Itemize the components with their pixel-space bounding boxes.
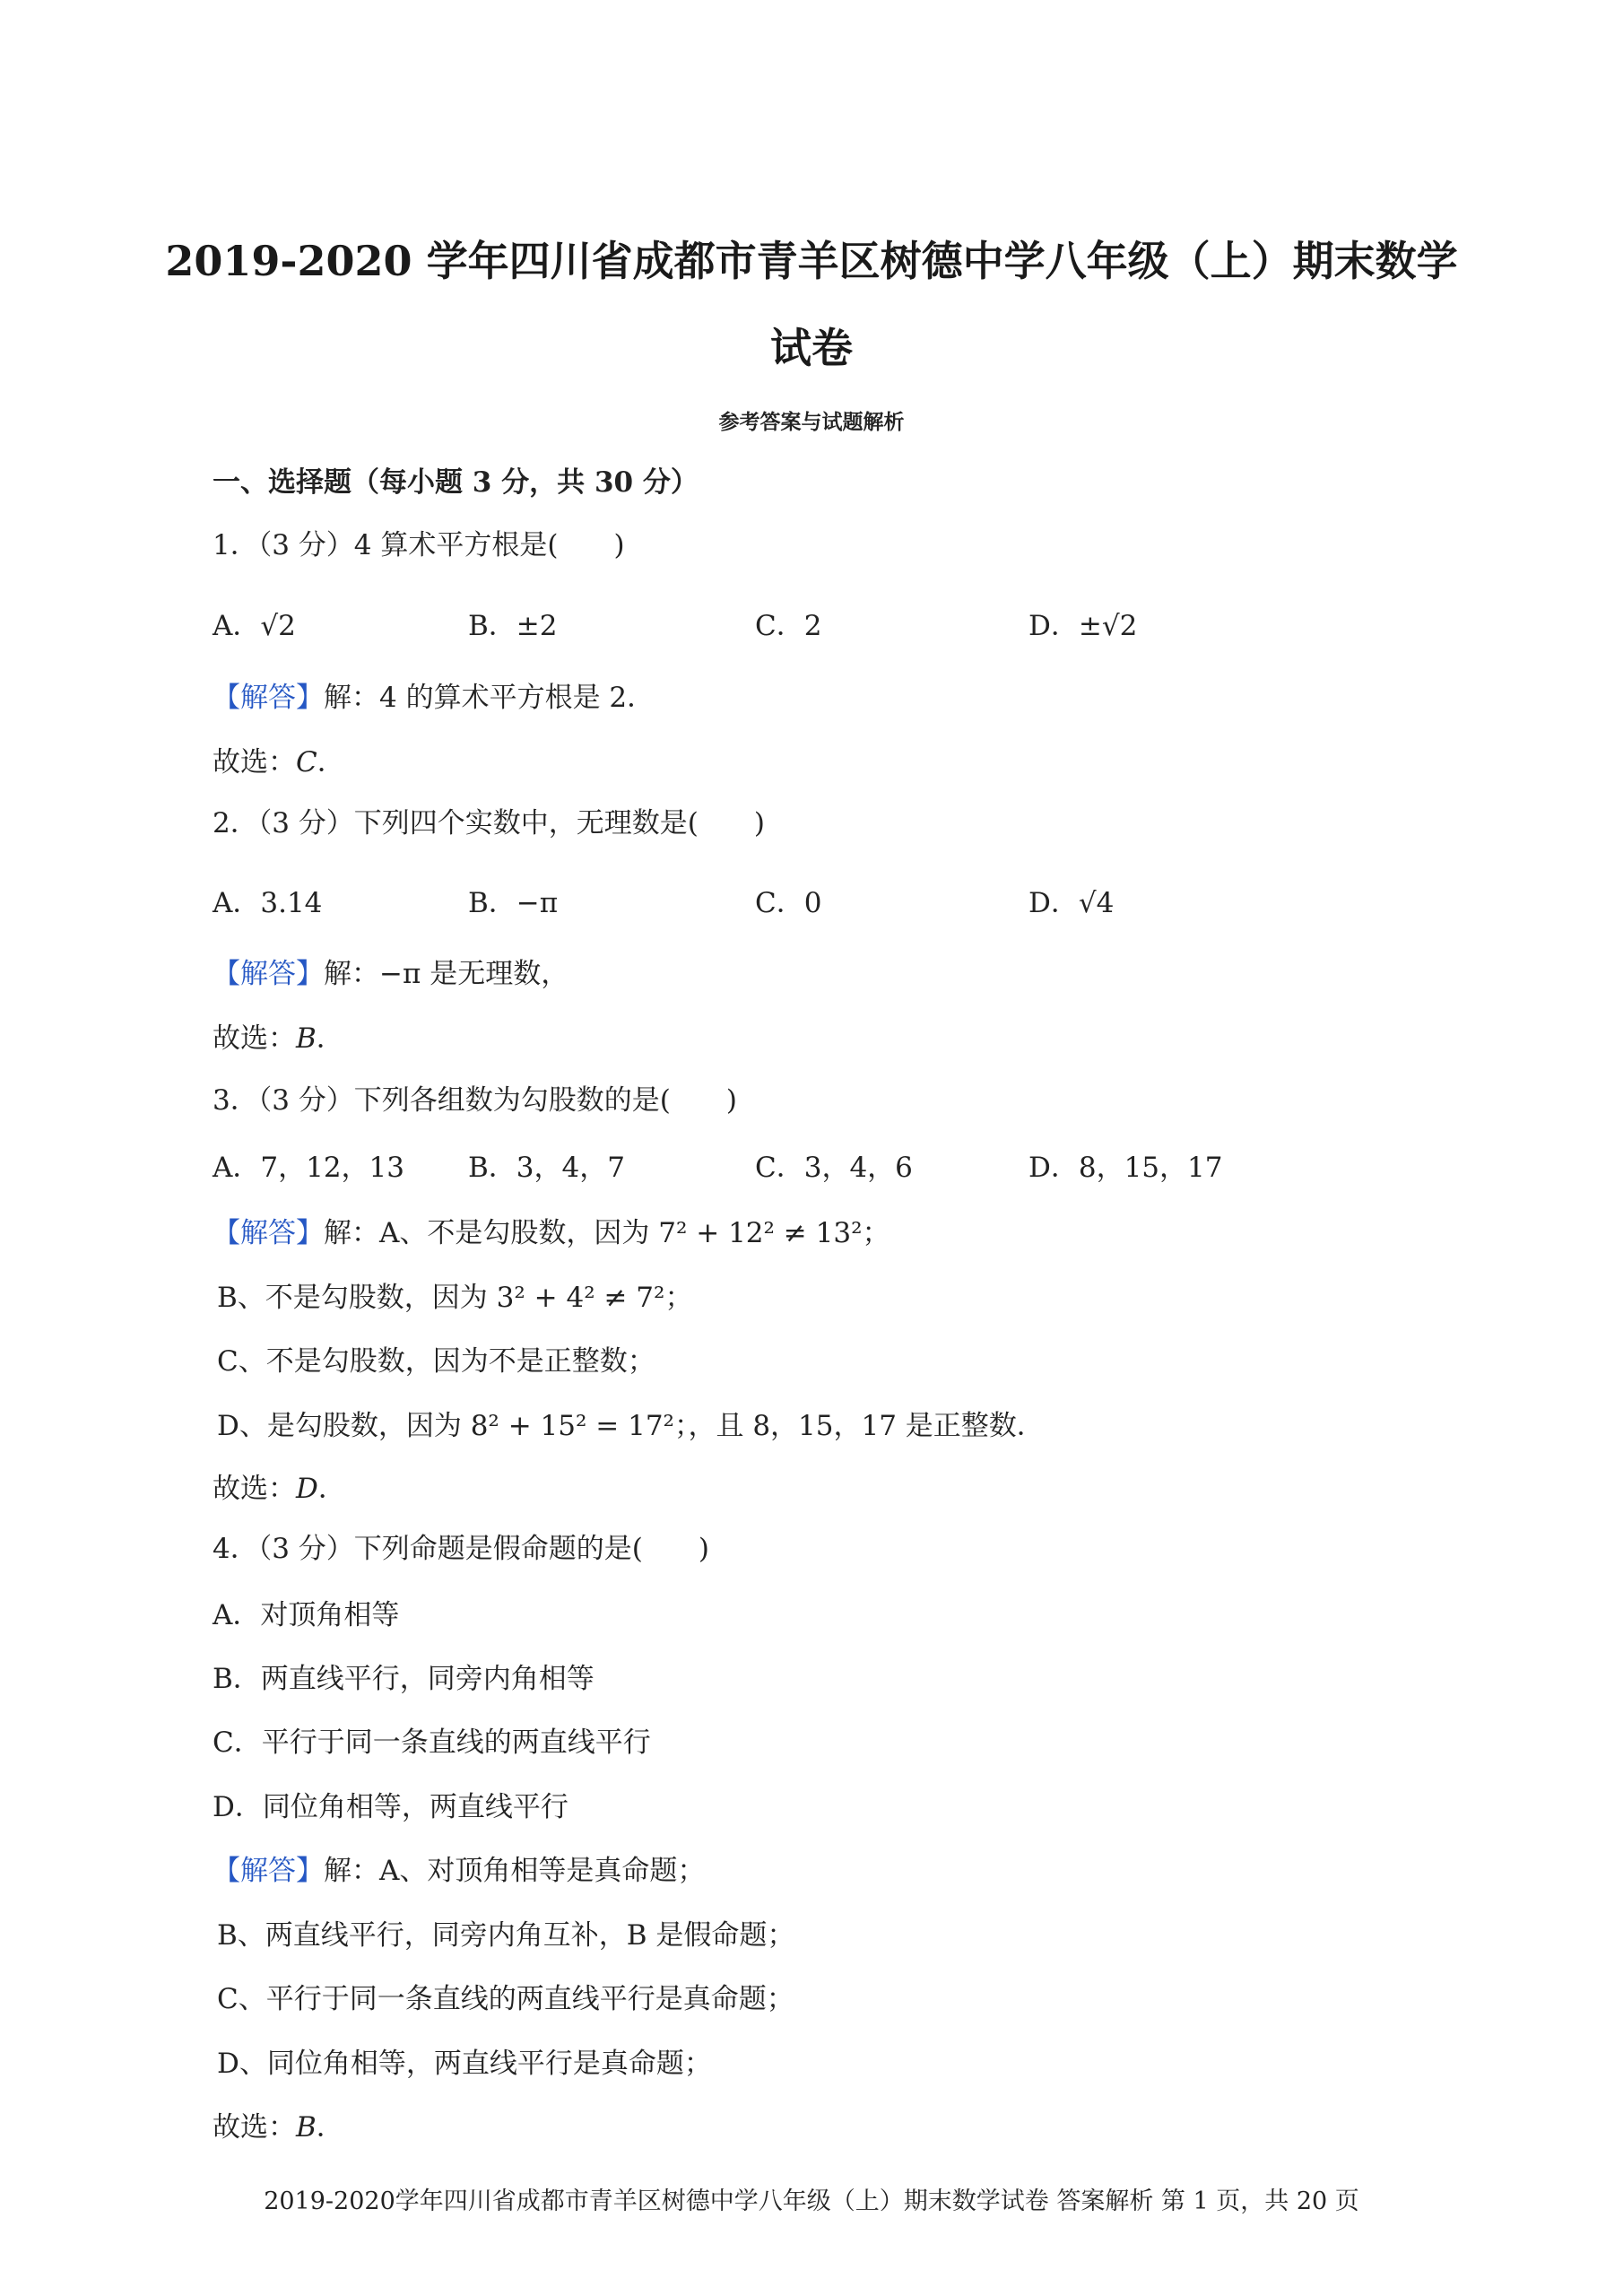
question-3-option-c: C．3，4，6 (755, 1152, 913, 1184)
question-3-answer-a (213, 1215, 890, 1251)
question-3-answer-b: B、不是勾股数，因为 3² + 4² ≠ 7²； (217, 1282, 693, 1314)
choice-prefix: 故选： (213, 1022, 296, 1055)
choice-suffix: ． (317, 746, 345, 778)
question-1-option-d: D．±√2 (1028, 610, 1138, 642)
page-subtitle: 参考答案与试题解析 (718, 410, 905, 434)
choice-suffix: ． (316, 1022, 344, 1055)
choice-suffix: ． (316, 2111, 344, 2144)
choice-suffix: ． (317, 1473, 346, 1505)
question-2-choice (213, 1021, 344, 1057)
choice-letter: D (296, 1473, 318, 1505)
question-4-option-d: D．同位角相等，两直线平行 (213, 1791, 568, 1823)
question-4-answer-b: B、两直线平行，同旁内角互补，B 是假命题； (217, 1919, 795, 1952)
choice-prefix: 故选： (213, 746, 296, 778)
question-2-option-d: D．√4 (1028, 887, 1115, 919)
question-4-choice (213, 2109, 344, 2145)
question-2-option-c: C．0 (755, 887, 822, 919)
answer-tag: 【解答】 (213, 1855, 324, 1887)
question-3-option-d: D．8，15，17 (1028, 1152, 1223, 1184)
choice-letter: B (296, 1022, 317, 1055)
choice-letter: B (296, 2111, 317, 2144)
page-title-line2: 试卷 (770, 324, 853, 372)
question-4-answer-c: C、平行于同一条直线的两直线平行是真命题； (217, 1983, 794, 2015)
answer-text: 解：4 的算术平方根是 2． (324, 682, 655, 714)
question-2-answer (213, 956, 568, 992)
question-1-option-b: B．±2 (468, 610, 558, 642)
question-4-answer-d: D、同位角相等，两直线平行是真命题； (217, 2048, 712, 2080)
question-3-option-b: B．3，4，7 (468, 1152, 625, 1184)
choice-prefix: 故选： (213, 2111, 296, 2144)
answer-tag: 【解答】 (213, 1217, 324, 1249)
question-4-option-c: C．平行于同一条直线的两直线平行 (213, 1726, 651, 1759)
question-1-choice (213, 744, 345, 780)
answer-tag: 【解答】 (213, 682, 324, 714)
choice-letter: C (296, 746, 317, 778)
answer-text: 解：−π 是无理数， (324, 958, 569, 990)
question-3-stem: 3．（3 分）下列各组数为勾股数的是( ) (213, 1084, 737, 1117)
answer-tag: 【解答】 (213, 958, 324, 990)
question-3-option-a: A．7，12，13 (213, 1152, 405, 1184)
question-1-stem: 1．（3 分）4 算术平方根是( ) (213, 529, 625, 561)
question-2-stem: 2．（3 分）下列四个实数中，无理数是( ) (213, 807, 765, 839)
question-2-option-a: A．3.14 (213, 887, 323, 919)
question-1-answer (213, 680, 655, 716)
answer-text: 解：A、对顶角相等是真命题； (324, 1855, 706, 1887)
answer-text: 解：A、不是勾股数，因为 7² + 12² ≠ 13²； (324, 1217, 890, 1249)
choice-prefix: 故选： (213, 1473, 296, 1505)
question-3-answer-d: D、是勾股数，因为 8² + 15² = 17²；，且 8，15，17 是正整数． (217, 1410, 1045, 1442)
question-4-option-a: A．对顶角相等 (213, 1599, 400, 1631)
question-1-option-c: C．2 (755, 610, 822, 642)
question-3-choice (213, 1471, 346, 1507)
page-footer: 2019-2020学年四川省成都市青羊区树德中学八年级（上）期末数学试卷 答案解析 第 1 页，共 20 页 (264, 2187, 1359, 2215)
question-3-answer-c: C、不是勾股数，因为不是正整数； (217, 1345, 655, 1378)
question-2-option-b: B．−π (468, 887, 559, 919)
question-4-stem: 4．（3 分）下列命题是假命题的是( ) (213, 1533, 709, 1565)
section-heading: 一、选择题（每小题 3 分，共 30 分） (213, 466, 699, 499)
question-4-option-b: B．两直线平行，同旁内角相等 (213, 1663, 595, 1695)
question-4-answer-a (213, 1853, 705, 1889)
page-title: 2019-2020 学年四川省成都市青羊区树德中学八年级（上）期末数学 (165, 237, 1458, 285)
question-1-option-a: A．√2 (213, 610, 296, 642)
